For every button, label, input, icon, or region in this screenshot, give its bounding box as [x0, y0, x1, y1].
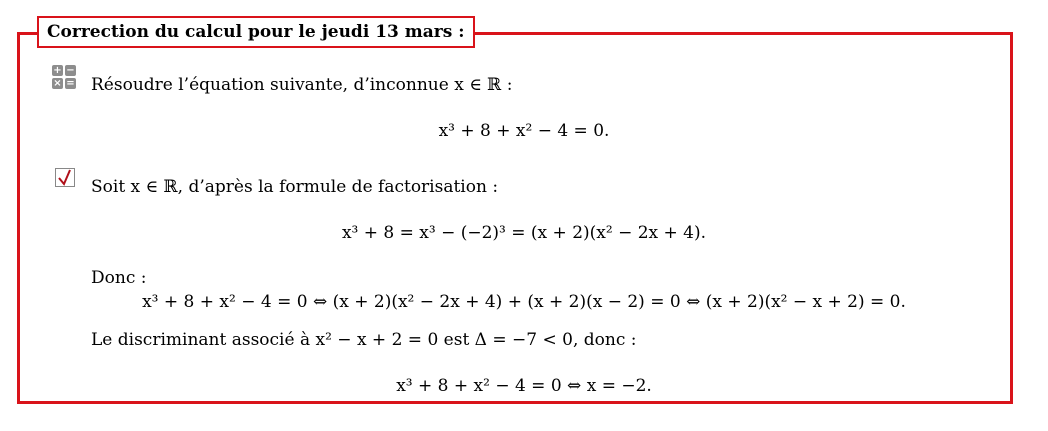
- equivalence-chain: x³ + 8 + x² − 4 = 0 ⇔ (x + 2)(x² − 2x + 4) + (x + 2)(x − 2) = 0 ⇔ (x + 2)(x² − x + 2) = 0.: [142, 292, 906, 312]
- checkbox-checked-icon: [55, 168, 75, 187]
- donc-label: Donc :: [91, 268, 147, 288]
- factorisation-formula: x³ + 8 = x³ − (−2)³ = (x + 2)(x² − 2x + 4).: [341, 223, 707, 243]
- exercise-statement: Résoudre l’équation suivante, d’inconnue x ∈ ℝ :: [91, 75, 513, 95]
- checkmark-icon: [56, 169, 76, 188]
- solution-intro: Soit x ∈ ℝ, d’après la formule de factorisation :: [91, 177, 499, 197]
- discriminant-sentence: Le discriminant associé à x² − x + 2 = 0 est Δ = −7 < 0, donc :: [91, 330, 637, 350]
- exercise-equation: x³ + 8 + x² − 4 = 0.: [438, 121, 610, 141]
- page-title: Correction du calcul pour le jeudi 13 mars :: [37, 16, 475, 48]
- conclusion-equation: x³ + 8 + x² − 4 = 0 ⇔ x = −2.: [396, 376, 652, 396]
- calculator-icon: + − × =: [53, 65, 75, 89]
